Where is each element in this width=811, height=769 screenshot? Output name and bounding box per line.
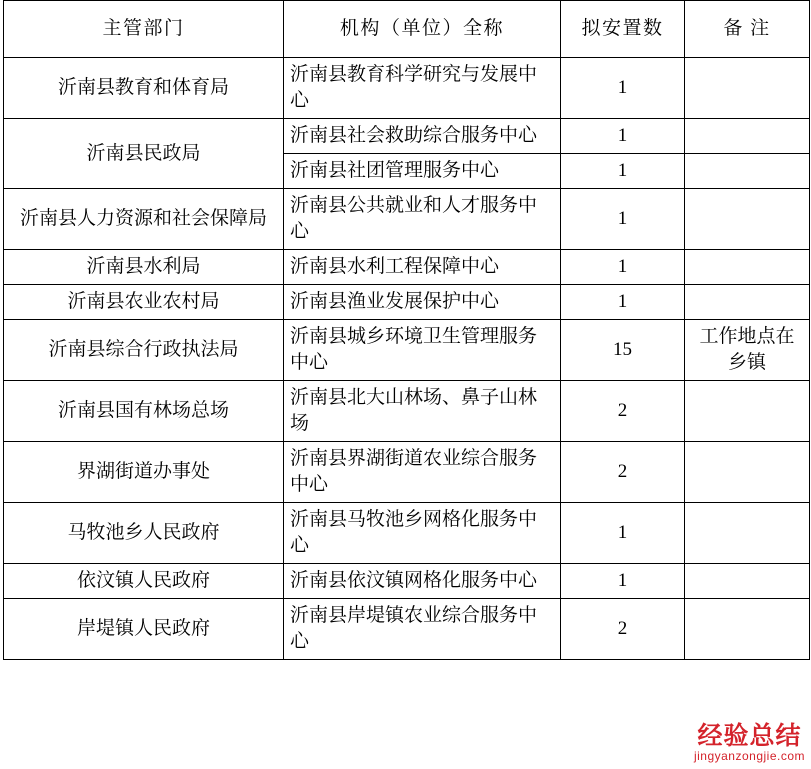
cell-note bbox=[685, 503, 810, 564]
cell-organization: 沂南县界湖街道农业综合服务中心 bbox=[284, 442, 561, 503]
table-row bbox=[4, 442, 810, 503]
cell-count: 1 bbox=[561, 285, 685, 320]
table-header-row bbox=[4, 1, 810, 58]
cell-department: 岸堤镇人民政府 bbox=[4, 599, 284, 660]
cell-note bbox=[685, 442, 810, 503]
cell-organization: 沂南县依汶镇网格化服务中心 bbox=[284, 564, 561, 599]
cell-count: 1 bbox=[561, 564, 685, 599]
column-header-department: 主管部门 bbox=[4, 1, 284, 58]
cell-count: 2 bbox=[561, 599, 685, 660]
cell-note bbox=[685, 154, 810, 189]
watermark bbox=[694, 723, 805, 763]
cell-department: 沂南县水利局 bbox=[4, 250, 284, 285]
cell-note bbox=[685, 119, 810, 154]
table-body bbox=[4, 58, 810, 660]
cell-department: 沂南县综合行政执法局 bbox=[4, 320, 284, 381]
cell-note bbox=[685, 58, 810, 119]
watermark-title: 经验总结 bbox=[697, 722, 802, 750]
table-row bbox=[4, 189, 810, 250]
cell-count: 1 bbox=[561, 58, 685, 119]
column-header-note: 备 注 bbox=[685, 1, 810, 58]
cell-organization: 沂南县渔业发展保护中心 bbox=[284, 285, 561, 320]
cell-count: 1 bbox=[561, 154, 685, 189]
cell-note bbox=[685, 381, 810, 442]
table-row bbox=[4, 285, 810, 320]
cell-organization: 沂南县城乡环境卫生管理服务中心 bbox=[284, 320, 561, 381]
cell-organization: 沂南县岸堤镇农业综合服务中心 bbox=[284, 599, 561, 660]
cell-organization: 沂南县北大山林场、鼻子山林场 bbox=[284, 381, 561, 442]
table-header bbox=[4, 1, 810, 58]
column-header-organization: 机构（单位）全称 bbox=[284, 1, 561, 58]
cell-count: 2 bbox=[561, 381, 685, 442]
cell-organization: 沂南县水利工程保障中心 bbox=[284, 250, 561, 285]
cell-note bbox=[685, 599, 810, 660]
table-row bbox=[4, 250, 810, 285]
cell-department: 沂南县农业农村局 bbox=[4, 285, 284, 320]
table-row bbox=[4, 119, 810, 154]
cell-department: 沂南县国有林场总场 bbox=[4, 381, 284, 442]
table-row bbox=[4, 381, 810, 442]
cell-note: 工作地点在乡镇 bbox=[685, 320, 810, 381]
watermark-url: jingyanzongjie.com bbox=[693, 749, 805, 763]
cell-note bbox=[685, 189, 810, 250]
cell-organization: 沂南县社会救助综合服务中心 bbox=[284, 119, 561, 154]
cell-department: 沂南县民政局 bbox=[4, 119, 284, 189]
cell-department: 马牧池乡人民政府 bbox=[4, 503, 284, 564]
cell-department: 界湖街道办事处 bbox=[4, 442, 284, 503]
cell-organization: 沂南县教育科学研究与发展中心 bbox=[284, 58, 561, 119]
cell-organization: 沂南县马牧池乡网格化服务中心 bbox=[284, 503, 561, 564]
placement-table bbox=[3, 0, 810, 660]
cell-organization: 沂南县社团管理服务中心 bbox=[284, 154, 561, 189]
cell-count: 2 bbox=[561, 442, 685, 503]
table-row bbox=[4, 503, 810, 564]
cell-note bbox=[685, 285, 810, 320]
cell-department: 沂南县人力资源和社会保障局 bbox=[4, 189, 284, 250]
column-header-count: 拟安置数 bbox=[561, 1, 685, 58]
cell-note bbox=[685, 564, 810, 599]
table-row bbox=[4, 599, 810, 660]
table-row bbox=[4, 564, 810, 599]
cell-count: 1 bbox=[561, 250, 685, 285]
cell-note bbox=[685, 250, 810, 285]
table-row bbox=[4, 320, 810, 381]
cell-count: 1 bbox=[561, 119, 685, 154]
table-row bbox=[4, 58, 810, 119]
cell-count: 15 bbox=[561, 320, 685, 381]
cell-department: 沂南县教育和体育局 bbox=[4, 58, 284, 119]
cell-count: 1 bbox=[561, 503, 685, 564]
cell-department: 依汶镇人民政府 bbox=[4, 564, 284, 599]
cell-organization: 沂南县公共就业和人才服务中心 bbox=[284, 189, 561, 250]
cell-count: 1 bbox=[561, 189, 685, 250]
